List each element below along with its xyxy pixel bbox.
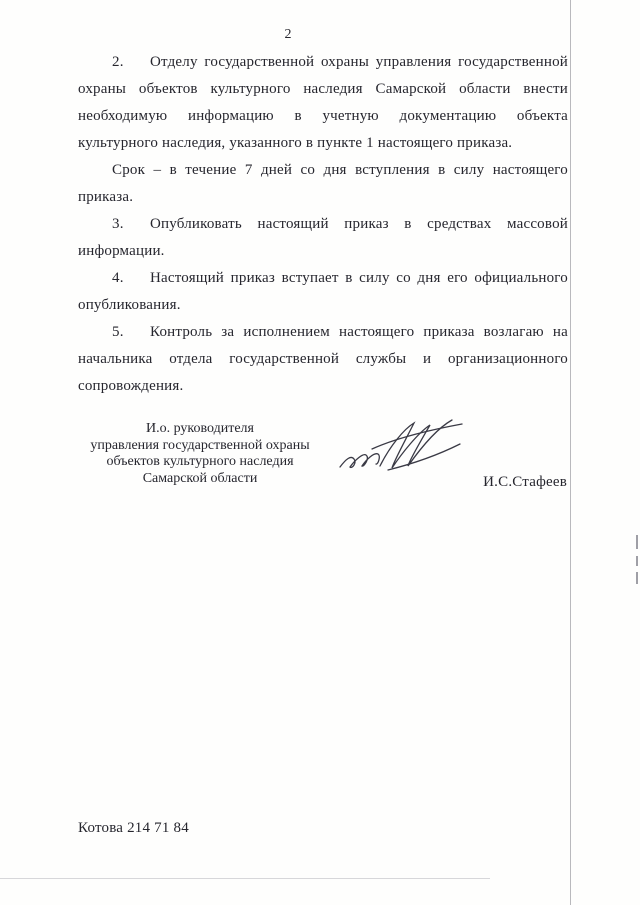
document-body — [78, 49, 568, 400]
paragraph-text: Опубликовать настоящий приказ в средствах массовой информации. — [78, 216, 568, 259]
paragraph-4 — [78, 265, 568, 319]
executor-contact: Котова 214 71 84 — [78, 820, 189, 836]
paragraph-5 — [78, 319, 568, 400]
signatory-position-line: управления государственной охраны — [90, 437, 310, 453]
paragraph-srok — [78, 157, 568, 211]
page-number: 2 — [284, 27, 292, 42]
paragraph-2 — [78, 49, 568, 157]
scan-artifact-horizontal-line — [0, 878, 490, 879]
paragraph-text: Срок – в течение 7 дней со дня вступления в силу настоящего приказа. — [78, 162, 568, 205]
scan-artifact-edge-dash — [636, 535, 638, 549]
paragraph-number: 5. — [112, 324, 124, 340]
handwritten-signature — [332, 415, 487, 487]
paragraph-number: 4. — [112, 270, 124, 286]
paragraph-number: 3. — [112, 216, 124, 232]
paragraph-number: 2. — [112, 54, 124, 70]
paragraph-text: Контроль за исполнением настоящего приказа возлагаю на начальника отдела государственной службы и организационного сопровождения. — [78, 324, 568, 394]
scan-artifact-vertical-line — [570, 0, 571, 905]
signatory-position-line: Самарской области — [142, 470, 258, 486]
scan-artifact-edge-dash — [636, 572, 638, 584]
scan-artifact-edge-dash — [636, 556, 638, 566]
signatory-name: И.С.Стафеев — [483, 474, 567, 490]
signatory-position — [58, 421, 342, 487]
paragraph-text: Отделу государственной охраны управления государственной охраны объектов культурного наследия Самарской области внести необходимую информацию в учетную документацию объекта культурного наследия, указанного в пункте 1 настоящего приказа. — [78, 54, 568, 151]
signatory-position-line: объектов культурного наследия — [106, 454, 294, 469]
paragraph-text: Настоящий приказ вступает в силу со дня его официального опубликования. — [78, 270, 568, 313]
paragraph-3 — [78, 211, 568, 265]
signatory-position-line: И.о. руководителя — [145, 421, 254, 436]
